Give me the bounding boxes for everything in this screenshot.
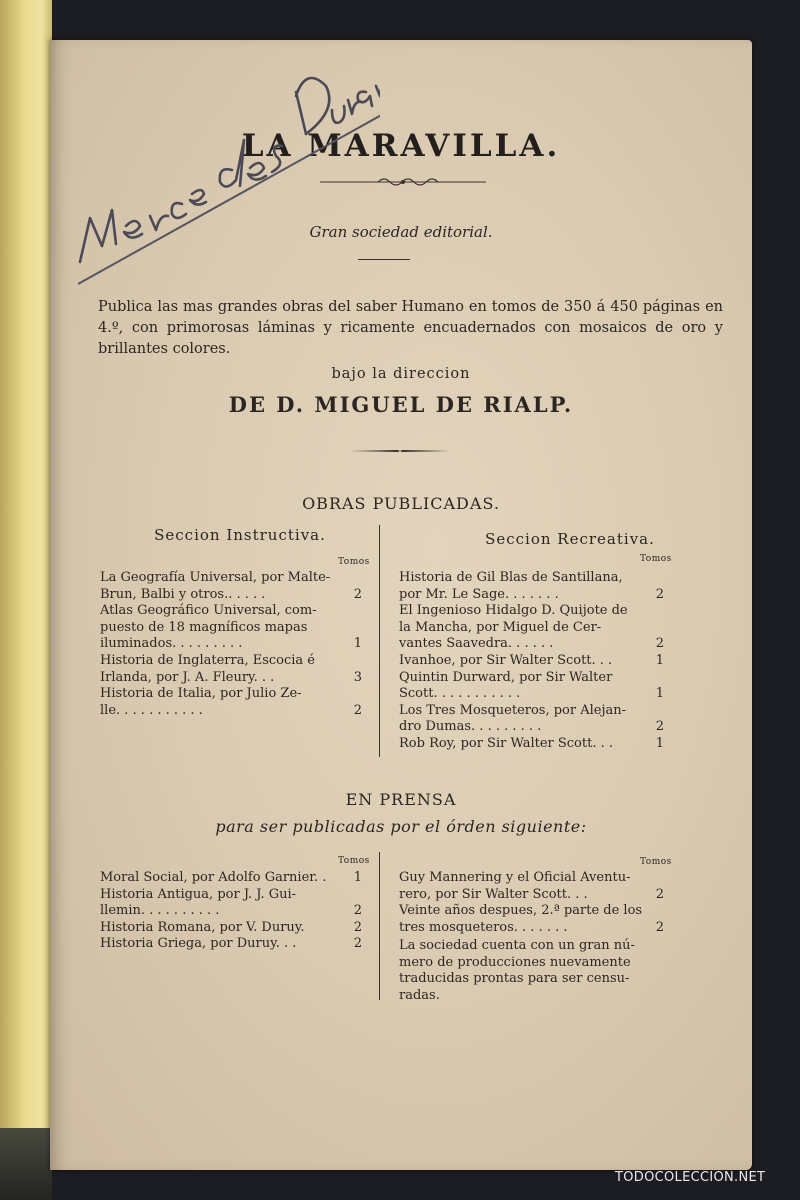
book-entry-line: Irlanda, por J. A. Fleury. . . 3 xyxy=(100,669,362,685)
instructive-heading: Seccion Instructiva. xyxy=(154,526,326,544)
volume-count: 2 xyxy=(655,719,664,735)
book-entry xyxy=(100,686,362,719)
volume-count: 2 xyxy=(353,903,362,919)
volume-count: 1 xyxy=(655,652,664,668)
note-line: La sociedad cuenta con un gran nú- xyxy=(399,938,635,953)
book-entry-line: Atlas Geográfico Universal, com- xyxy=(100,603,317,619)
book-entry xyxy=(399,603,664,653)
book-entry-line: La Geografía Universal, por Malte- xyxy=(100,570,331,585)
instructive-tomos-label: Tomos xyxy=(338,557,370,567)
book-entry-line: Historia Romana, por V. Duruy. 2 xyxy=(100,919,362,935)
published-column-divider xyxy=(379,525,380,757)
in-press-column-divider xyxy=(379,852,380,1000)
book-page xyxy=(50,40,752,1170)
in-press-right-list xyxy=(399,870,664,936)
book-entry-line: Guy Mannering y el Oficial Aventu- xyxy=(399,870,631,885)
book-entry xyxy=(399,670,664,703)
instructive-list xyxy=(100,570,362,719)
published-heading: OBRAS PUBLICADAS. xyxy=(302,494,500,513)
note-line: mero de producciones nuevamente xyxy=(399,954,631,970)
volume-count: 2 xyxy=(655,636,664,652)
book-entry xyxy=(100,920,362,937)
book-entry-line: Historia de Gil Blas de Santillana, xyxy=(399,570,623,585)
book-spine-bottom xyxy=(0,1128,52,1200)
note-line: radas. xyxy=(399,987,440,1003)
book-entry xyxy=(100,603,362,653)
book-entry-line: Quintin Durward, por Sir Walter xyxy=(399,669,613,685)
book-entry-line: lle. . . . . . . . . . . 2 xyxy=(100,702,362,718)
book-entry-line: iluminados. . . . . . . . . 1 xyxy=(100,636,362,652)
director-name: DE D. MIGUEL DE RIALP. xyxy=(228,392,574,417)
volume-count: 2 xyxy=(353,919,362,935)
recreational-heading: Seccion Recreativa. xyxy=(485,530,655,548)
volume-count: 2 xyxy=(655,919,664,935)
volume-count: 2 xyxy=(353,586,362,602)
volume-count: 1 xyxy=(353,870,362,885)
in-press-subheading: para ser publicadas por el órden siguiente: xyxy=(215,817,587,836)
note-line: traducidas prontas para ser censu- xyxy=(399,971,630,987)
director-rule xyxy=(348,447,452,455)
volume-count: 1 xyxy=(655,735,664,751)
book-entry xyxy=(100,570,362,603)
book-entry xyxy=(399,736,664,753)
book-entry xyxy=(399,653,664,670)
book-entry-line: tres mosqueteros. . . . . . . 2 xyxy=(399,919,664,935)
book-entry-line: Historia Griega, por Duruy. . . 2 xyxy=(100,936,362,952)
in-press-heading: EN PRENSA xyxy=(345,790,457,809)
book-entry-line: Historia de Inglaterra, Escocia é xyxy=(100,652,316,668)
book-entry xyxy=(399,570,664,603)
book-entry-line: Veinte años despues, 2.ª parte de los xyxy=(399,903,643,919)
in-press-left-list xyxy=(100,870,362,953)
volume-count: 2 xyxy=(655,886,664,902)
book-entry xyxy=(100,653,362,686)
book-entry-line: Rob Roy, por Sir Walter Scott. . . 1 xyxy=(399,735,664,751)
subtitle: Gran sociedad editorial. xyxy=(309,223,493,241)
book-entry-line: Moral Social, por Adolfo Garnier. . 1 xyxy=(100,870,362,885)
book-entry xyxy=(399,703,664,736)
volume-count: 2 xyxy=(353,936,362,952)
book-entry-line: El Ingenioso Hidalgo D. Quijote de xyxy=(399,603,628,619)
in-press-note xyxy=(399,938,664,1004)
recreational-list xyxy=(399,570,664,753)
book-entry xyxy=(399,903,664,936)
volume-count: 2 xyxy=(353,702,362,718)
book-entry-line: Historia de Italia, por Julio Ze- xyxy=(100,686,302,702)
in-press-right-tomos-label: Tomos xyxy=(640,857,672,867)
recreational-tomos-label: Tomos xyxy=(640,554,672,564)
volume-count: 1 xyxy=(353,636,362,652)
page-title: LA MARAVILLA. xyxy=(241,128,561,164)
book-entry xyxy=(100,887,362,920)
book-spine-edge xyxy=(0,0,52,1200)
book-entry-line: Scott. . . . . . . . . . . 1 xyxy=(399,686,664,702)
intro-paragraph: Publica las mas grandes obras del saber Humano en tomos de 350 á 450 páginas en 4.º, con primorosas láminas y ricamente encuadernados con mosaicos de oro y brillantes colores. xyxy=(98,299,723,357)
watermark-logo: TODOCOLECCION.NET xyxy=(615,1170,766,1185)
book-entry xyxy=(100,870,362,887)
book-entry-line: Historia Antigua, por J. J. Gui- xyxy=(100,886,297,902)
handwritten-signature xyxy=(60,40,380,290)
volume-count: 1 xyxy=(655,686,664,702)
book-entry-line: por Mr. Le Sage. . . . . . . 2 xyxy=(399,586,664,602)
book-entry-line: Brun, Balbi y otros.. . . . . 2 xyxy=(100,586,362,602)
book-entry xyxy=(399,870,664,903)
book-entry-line: puesto de 18 magníficos mapas xyxy=(100,619,308,635)
book-entry-line: vantes Saavedra. . . . . . 2 xyxy=(399,636,664,652)
book-entry xyxy=(100,936,362,953)
book-entry-line: la Mancha, por Miguel de Cer- xyxy=(399,619,602,635)
direction-label: bajo la direccion xyxy=(331,366,471,382)
in-press-left-tomos-label: Tomos xyxy=(338,856,370,866)
book-entry-line: Los Tres Mosqueteros, por Alejan- xyxy=(399,702,627,718)
volume-count: 2 xyxy=(655,586,664,602)
book-entry-line: dro Dumas. . . . . . . . . 2 xyxy=(399,719,664,735)
book-entry-line: rero, por Sir Walter Scott. . . 2 xyxy=(399,886,664,902)
volume-count: 3 xyxy=(353,669,362,685)
book-entry-line: Ivanhoe, por Sir Walter Scott. . . 1 xyxy=(399,652,664,668)
book-entry-line: llemin. . . . . . . . . . 2 xyxy=(100,903,362,919)
